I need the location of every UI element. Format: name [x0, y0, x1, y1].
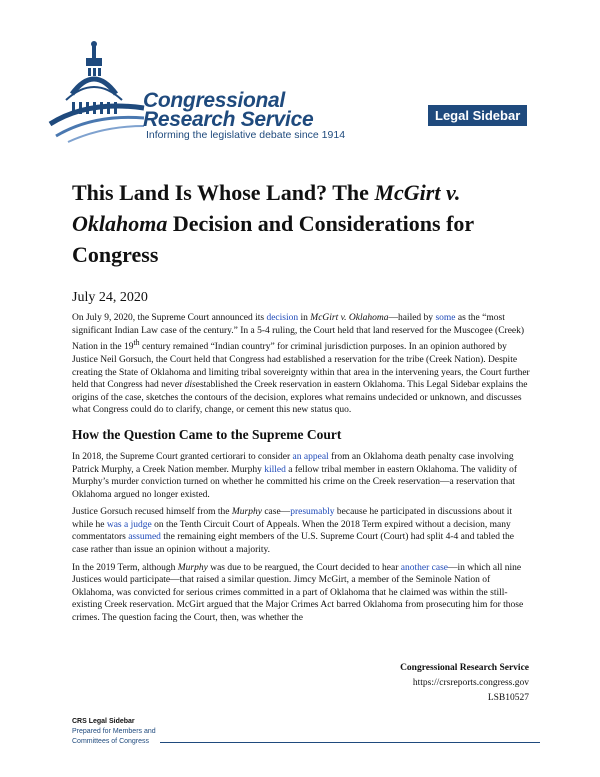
section-heading: How the Question Came to the Supreme Court	[72, 426, 342, 442]
footer-prepared-for	[72, 717, 156, 747]
link-presumably[interactable]: presumably	[290, 507, 335, 518]
footer-code: LSB10527	[487, 693, 529, 703]
publication-date: July 24, 2020	[72, 290, 148, 305]
footer-left-title: CRS Legal Sidebar	[72, 718, 135, 725]
footer-left-line3: Committees of Congress	[72, 738, 150, 745]
link-decision[interactable]: decision	[266, 313, 299, 323]
footer-citation	[400, 661, 529, 706]
paragraph-2019-term: In the 2019 Term, although Murphy was due to be reargued, the Court decided to hear another case—in which all nine Justices would participate—that raised a similar question. Jimcy McGirt, a member of the Seminole Nation of Oklahoma, was convicted for serious crimes committed in a part of Oklahoma that he claimed was within the still-existing Creek reservation. McGirt argued that the Major Crimes Act barred Oklahoma from prosecuting him for those crimes. The question facing the Court, then, was whether the	[72, 562, 524, 624]
link-killed[interactable]: killed	[264, 464, 286, 475]
title-text-1: This Land Is Whose Land? The	[72, 180, 375, 205]
article-body	[72, 312, 532, 630]
link-some[interactable]: some	[435, 313, 456, 323]
title-text-2: Decision and Considerations for Congress	[72, 211, 474, 267]
link-an-appeal[interactable]: an appeal	[292, 451, 329, 462]
link-another-case[interactable]: another case	[400, 562, 448, 573]
footer-left-line2: Prepared for Members and	[72, 728, 156, 735]
org-name-line2: Research Service	[143, 108, 314, 131]
legal-sidebar-badge: Legal Sidebar	[428, 105, 527, 126]
link-was-a-judge[interactable]: was a judge	[106, 519, 152, 530]
title-case-name: McGirt v. Oklahoma	[72, 180, 461, 236]
org-name-line1: Congressional	[143, 89, 285, 112]
paragraph-intro: On July 9, 2020, the Supreme Court announced its decision in McGirt v. Oklahoma—hailed by some as the “most significant Indian Law case of the century.” In a 5-4 ruling, the Court held that land reserved for the Muscogee (Creek) Nation in the 19th century remained “Indian country” for criminal jurisdiction purposes. In an opinion authored by Justice Neil Gorsuch, the Court held that Congress had established a reservation for the tribe (Creek Nation). Despite creating the State of Oklahoma and limiting tribal sovereignty within that area in the intervening years, the Court further held that Congress had never disestablished the Creek reservation in eastern Oklahoma. This Legal Sidebar explains the origins of the case, sketches the contours of the decision, explores what remains undecided or unknown, and discusses what Congress could do to clarify, change, or cement this new status quo.	[72, 313, 530, 416]
footer-divider	[160, 742, 540, 743]
paragraph-appeal: In 2018, the Supreme Court granted certiorari to consider an appeal from an Oklahoma death penalty case involving Patrick Murphy, a Creek Nation member. Murphy killed a fellow tribal member in eastern Oklahoma. The validity of Murphy’s murder conviction turned on whether he committed his crime on the Creek reservation—a reservation that Oklahoma argued no longer existed.	[72, 451, 518, 500]
paragraph-recusal: Justice Gorsuch recused himself from the Murphy case—presumably because he participated in discussions about it while he was a judge on the Tenth Circuit Court of Appeals. When the 2018 Term expired without a decision, many commentators assumed the remaining eight members of the U.S. Supreme Court (Court) had split 4-4 and tabled the case rather than issue an opinion without a majority.	[72, 507, 514, 556]
capitol-dome-icon	[48, 38, 148, 148]
footer-org: Congressional Research Service	[400, 663, 529, 673]
link-assumed[interactable]: assumed	[128, 532, 161, 543]
page-title	[72, 177, 542, 270]
footer-url[interactable]: https://crsreports.congress.gov	[412, 678, 529, 688]
org-tagline: Informing the legislative debate since 1914	[146, 129, 346, 141]
crs-header	[48, 38, 558, 148]
